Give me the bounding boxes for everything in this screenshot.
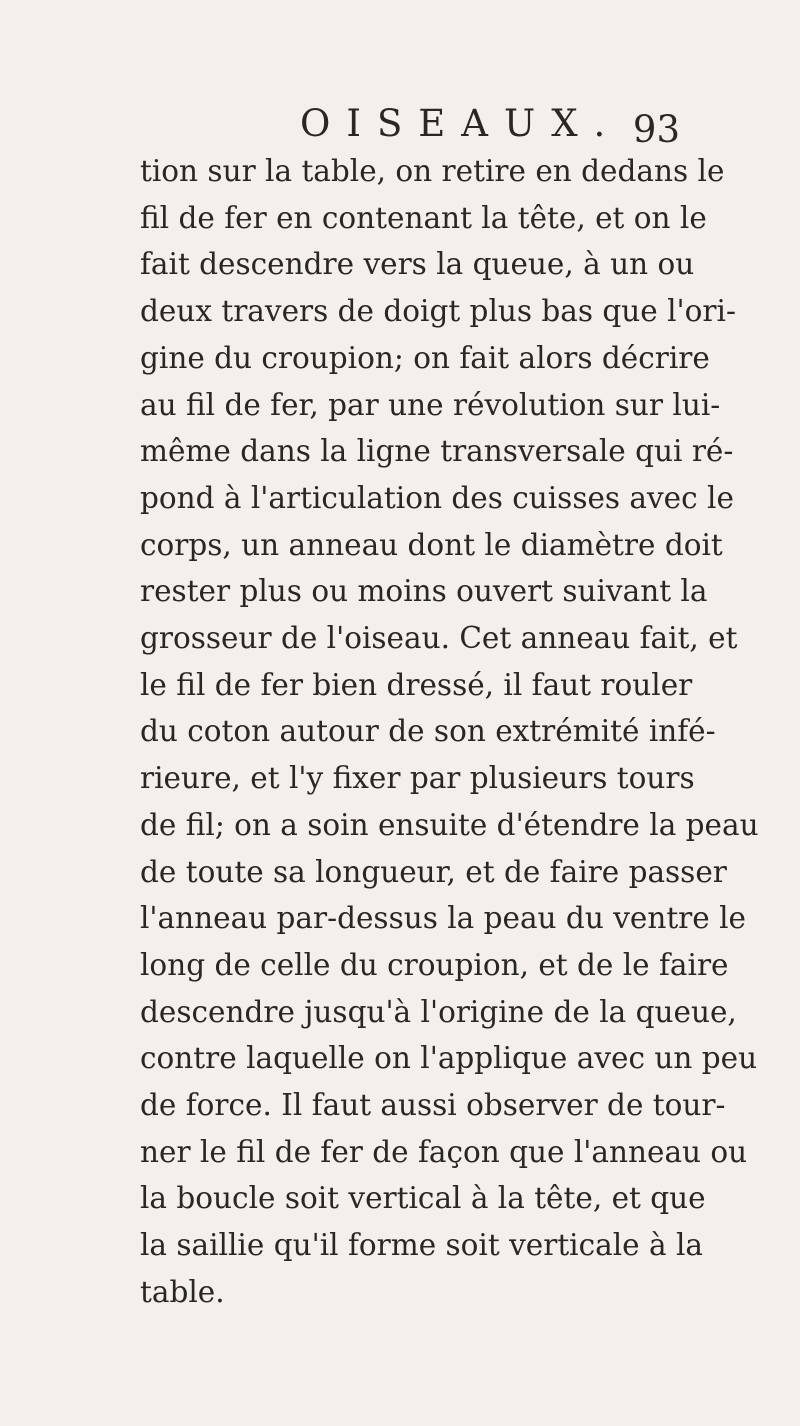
text-line: de fil; on a soin ensuite d'étendre la peau	[140, 807, 759, 842]
text-line: fait descendre vers la queue, à un ou	[140, 247, 695, 282]
text-line: au fil de fer, par une révolution sur lui-	[140, 387, 721, 422]
body-text	[140, 148, 759, 1316]
text-line: long de celle du croupion, et de le faire	[140, 947, 729, 982]
page-number: 93	[632, 108, 680, 151]
text-line: même dans la ligne transversale qui ré-	[140, 434, 734, 469]
text-line: tion sur la table, on retire en dedans le	[140, 154, 725, 188]
text-line: la boucle soit vertical à la tête, et que	[140, 1181, 706, 1216]
text-line: de toute sa longueur, et de faire passer	[140, 854, 727, 889]
text-line: contre laquelle on l'applique avec un peu	[140, 1041, 758, 1076]
text-line: table.	[140, 1274, 225, 1309]
text-line: la saillie qu'il forme soit verticale à la	[140, 1228, 703, 1263]
running-head: OISEAUX.	[300, 102, 622, 145]
text-line: le fil de fer bien dressé, il faut rouler	[140, 667, 693, 702]
text-line: gine du croupion; on fait alors décrire	[140, 340, 710, 375]
text-line: ner le fil de fer de façon que l'anneau ou	[140, 1134, 748, 1169]
text-line: pond à l'articulation des cuisses avec le	[140, 480, 734, 515]
text-line: rieure, et l'y fixer par plusieurs tours	[140, 761, 695, 796]
text-line: deux travers de doigt plus bas que l'ori-	[140, 294, 736, 329]
text-line: corps, un anneau dont le diamètre doit	[140, 527, 723, 562]
text-line: descendre jusqu'à l'origine de la queue,	[140, 994, 737, 1029]
text-line: grosseur de l'oiseau. Cet anneau fait, et	[140, 621, 738, 656]
text-line: rester plus ou moins ouvert suivant la	[140, 574, 708, 609]
text-line: du coton autour de son extrémité infé-	[140, 714, 716, 749]
text-line: de force. Il faut aussi observer de tour-	[140, 1088, 726, 1123]
text-line: fil de fer en contenant la tête, et on le	[140, 200, 707, 235]
text-line: l'anneau par-dessus la peau du ventre le	[140, 901, 747, 936]
page-header	[140, 100, 680, 151]
